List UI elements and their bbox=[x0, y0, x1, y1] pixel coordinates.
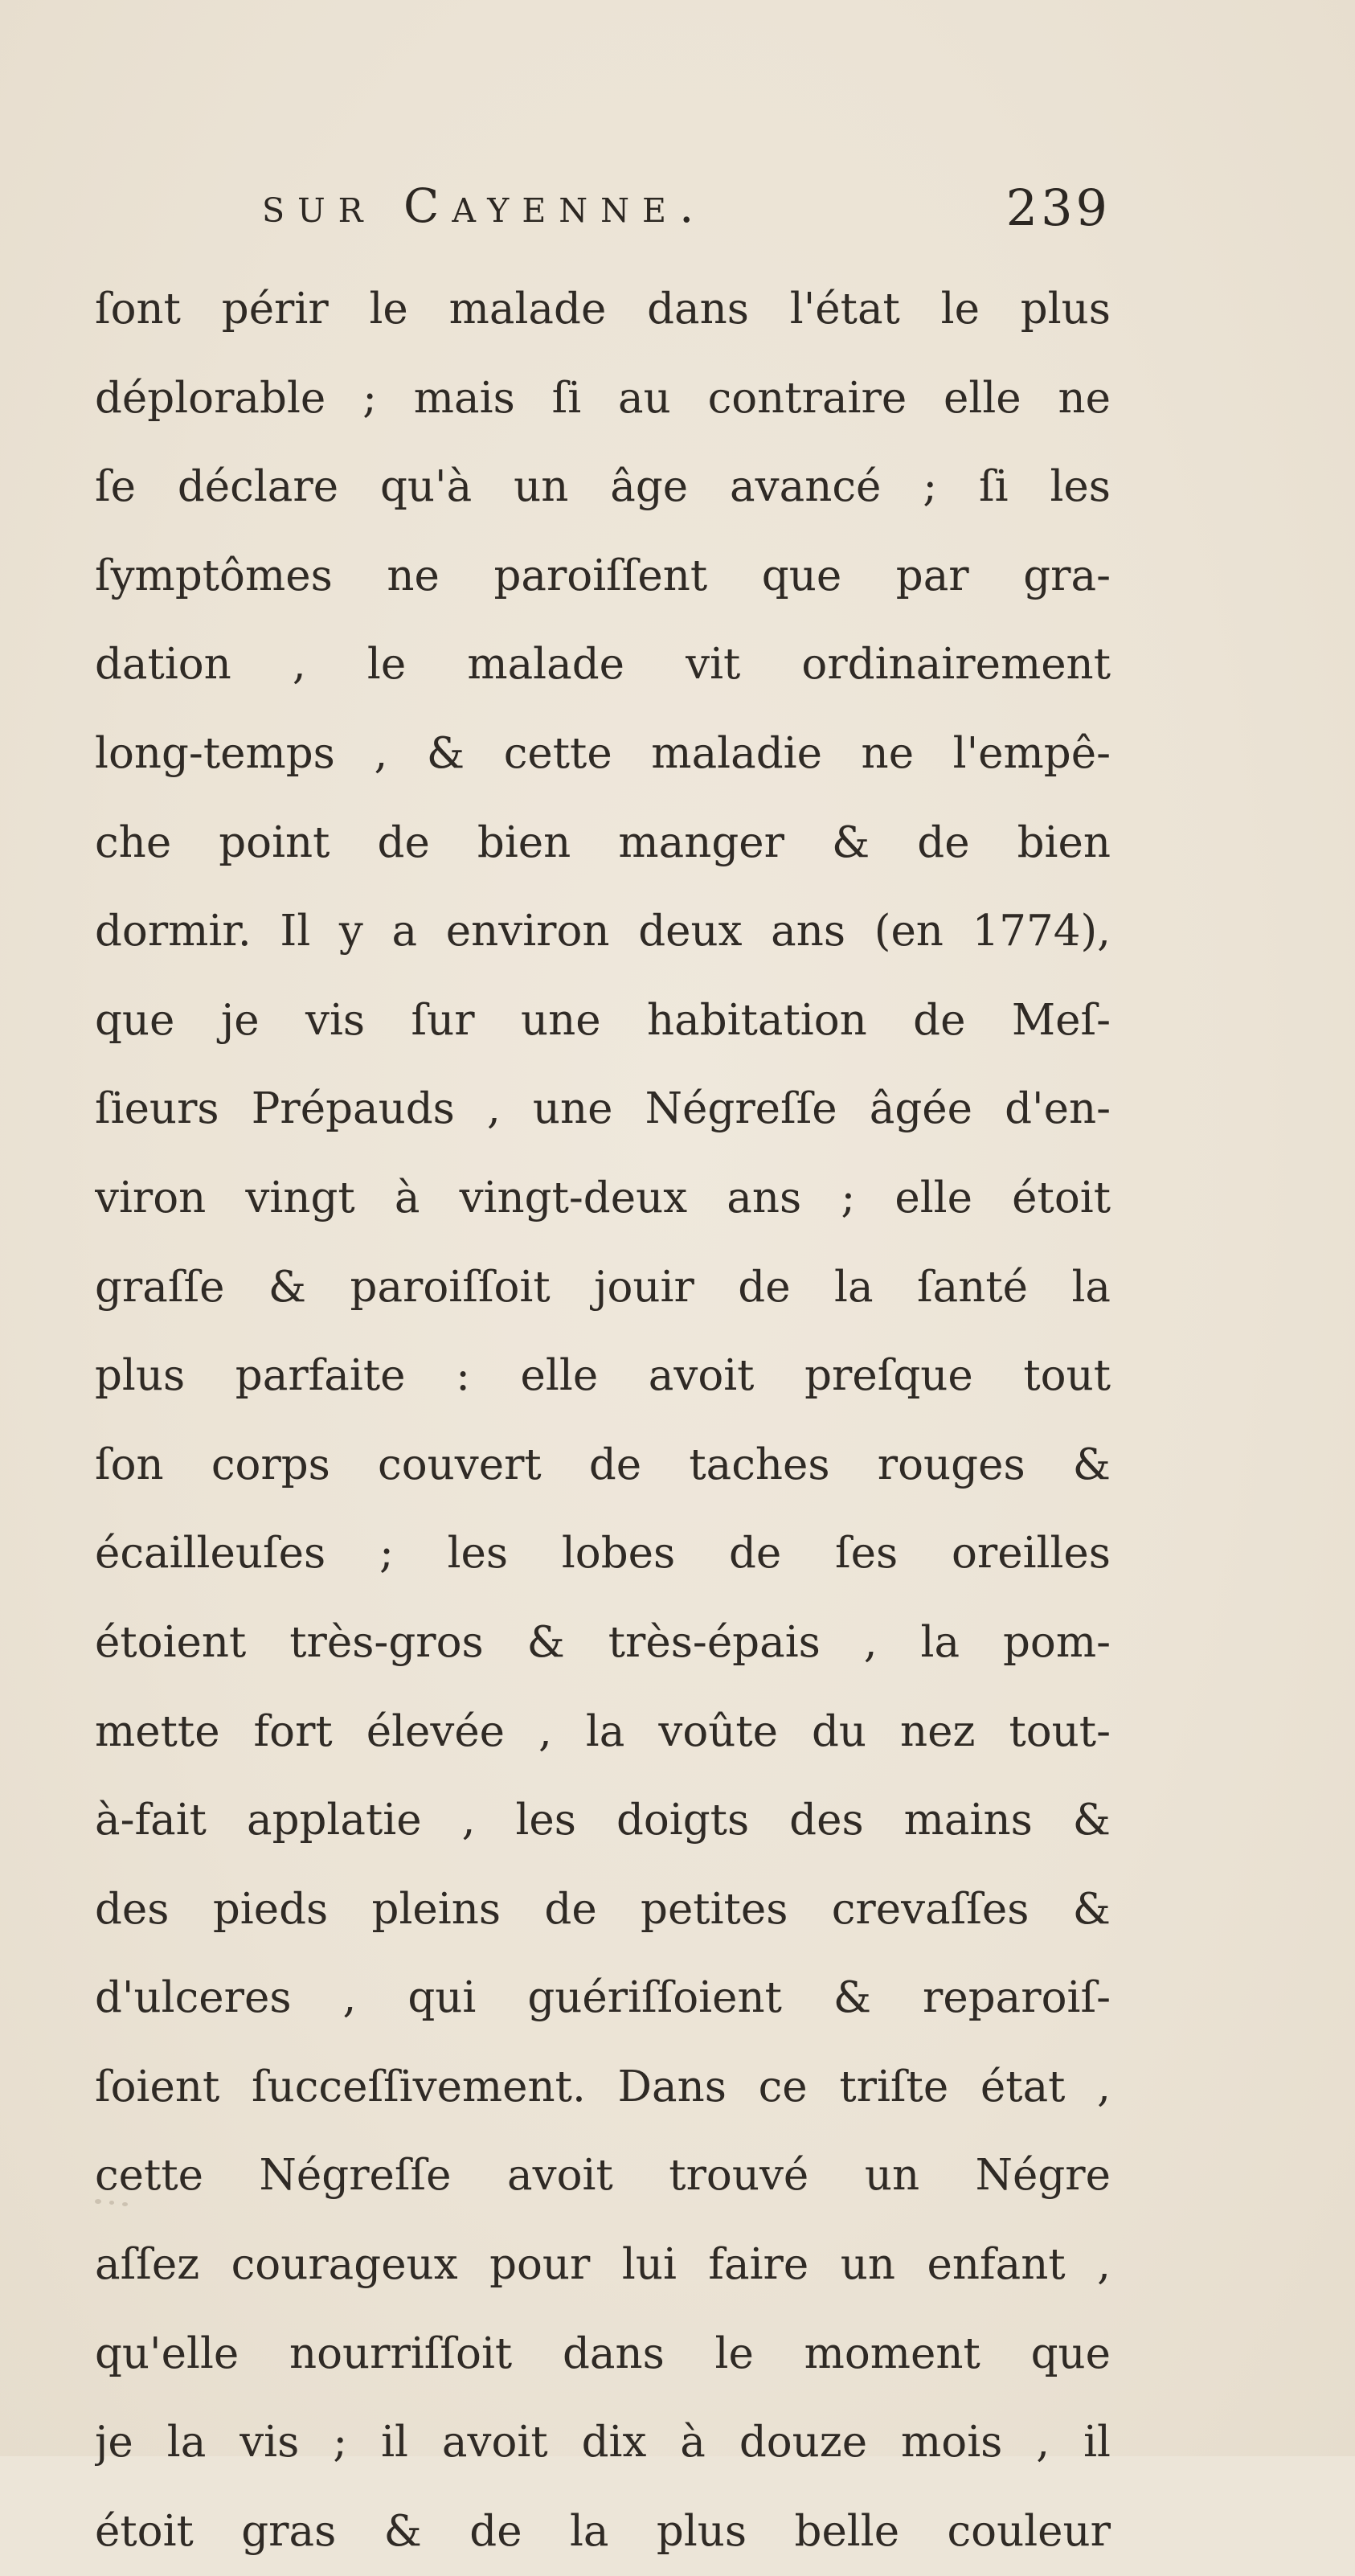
text-line: écailleuſes ; les lobes de ſes oreilles bbox=[95, 1529, 1111, 1579]
text-line: déplorable ; mais ſi au contraire elle ne bbox=[95, 373, 1111, 423]
text-line: je la vis ; il avoit dix à douze mois , il bbox=[95, 2418, 1111, 2467]
text-line: ſoient ſucceſſivement. Dans ce triſte état , bbox=[95, 2062, 1111, 2111]
text-line: che point de bien manger & de bien bbox=[95, 817, 1111, 867]
text-line: ſont périr le malade dans l'état le plus bbox=[95, 285, 1111, 334]
text-line: d'ulceres , qui guériſſoient & reparoiſ- bbox=[95, 1973, 1111, 2023]
text-line: des pieds pleins de petites crevaſſes & bbox=[95, 1884, 1111, 1934]
text-line: aſſez courageux pour lui faire un enfant , bbox=[95, 2240, 1111, 2290]
running-title: sur Cayenne. bbox=[262, 178, 707, 233]
ink-smudge bbox=[90, 2185, 154, 2217]
text-line: qu'elle nourriſſoit dans le moment que bbox=[95, 2328, 1111, 2378]
text-line: ſieurs Prépauds , une Négreſſe âgée d'en- bbox=[95, 1084, 1111, 1134]
text-line: que je vis ſur une habitation de Meſ- bbox=[95, 995, 1111, 1045]
body-text bbox=[95, 265, 1111, 2576]
text-line: mette fort élevée , la voûte du nez tout- bbox=[95, 1706, 1111, 1756]
text-line: ſe déclare qu'à un âge avancé ; ſi les bbox=[95, 462, 1111, 512]
text-line: à-fait applatie , les doigts des mains & bbox=[95, 1796, 1111, 1845]
text-line: plus parfaite : elle avoit preſque tout bbox=[95, 1351, 1111, 1401]
page-number: 239 bbox=[1005, 178, 1111, 237]
text-line: dormir. Il y a environ deux ans (en 1774), bbox=[95, 907, 1111, 956]
text-line: viron vingt à vingt-deux ans ; elle étoit bbox=[95, 1173, 1111, 1222]
text-line: cette Négreſſe avoit trouvé un Négre bbox=[95, 2151, 1111, 2201]
text-line: ſon corps couvert de taches rouges & bbox=[95, 1440, 1111, 1489]
text-line: ſymptômes ne paroiſſent que par gra- bbox=[95, 551, 1111, 600]
page-header bbox=[262, 178, 1111, 251]
text-line: étoient très-gros & très-épais , la pom- bbox=[95, 1617, 1111, 1667]
text-line: dation , le malade vit ordinairement bbox=[95, 640, 1111, 690]
text-line: long-temps , & cette maladie ne l'empê- bbox=[95, 728, 1111, 778]
text-line: étoit gras & de la plus belle couleur bbox=[95, 2506, 1111, 2556]
text-line: graſſe & paroiſſoit jouir de la ſanté la bbox=[95, 1262, 1111, 1312]
